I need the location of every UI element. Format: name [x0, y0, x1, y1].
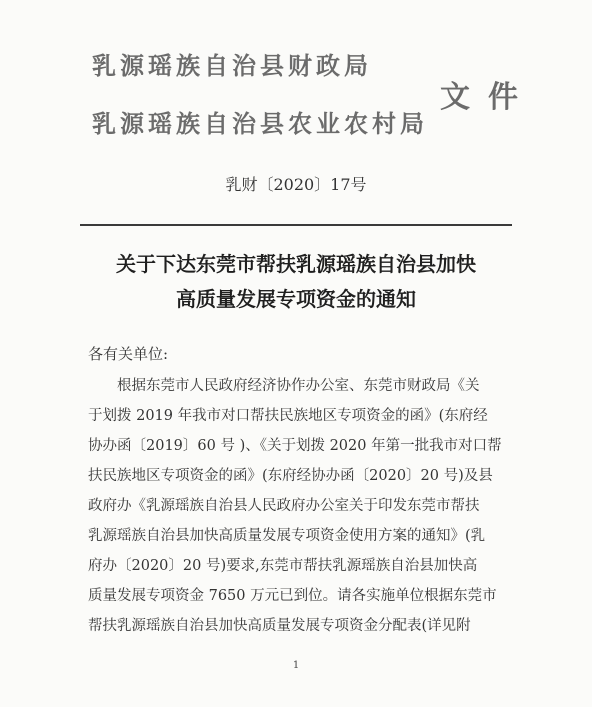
salutation: 各有关单位:	[88, 345, 169, 363]
issuer-agriculture-bureau: 乳源瑶族自治县农业农村局	[92, 110, 428, 138]
document-number: 乳财〔2020〕17号	[225, 175, 367, 194]
header-divider	[80, 224, 512, 226]
body-paragraph-line: 扶民族地区专项资金的函》(东府经协办函〔2020〕20 号)及县	[88, 468, 493, 484]
body-paragraph-line: 帮扶乳源瑶族自治县加快高质量发展专项资金分配表(详见附	[88, 618, 471, 634]
page-number: 1	[292, 660, 300, 671]
body-paragraph-line: 质量发展专项资金 7650 万元已到位。请各实施单位根据东莞市	[88, 588, 497, 604]
body-paragraph-line: 协办函〔2019〕60 号 )、《关于划拨 2020 年第一批我市对口帮	[88, 438, 502, 454]
body-paragraph-line: 政府办《乳源瑶族自治县人民政府办公室关于印发东莞市帮扶	[88, 498, 480, 514]
issuer-finance-bureau: 乳源瑶族自治县财政局	[92, 52, 372, 80]
body-paragraph-line: 府办〔2020〕20 号)要求,东莞市帮扶乳源瑶族自治县加快高	[88, 558, 478, 574]
body-paragraph-line: 根据东莞市人民政府经济协作办公室、东莞市财政局《关	[117, 378, 480, 394]
body-paragraph-line: 乳源瑶族自治县加快高质量发展专项资金使用方案的通知》(乳	[88, 528, 486, 544]
document-title-line1: 关于下达东莞市帮扶乳源瑶族自治县加快	[116, 252, 476, 276]
body-paragraph-line: 于划拨 2019 年我市对口帮扶民族地区专项资金的函》(东府经	[88, 408, 488, 424]
document-type-label: 文件	[440, 80, 536, 115]
document-title-line2: 高质量发展专项资金的通知	[176, 287, 416, 311]
